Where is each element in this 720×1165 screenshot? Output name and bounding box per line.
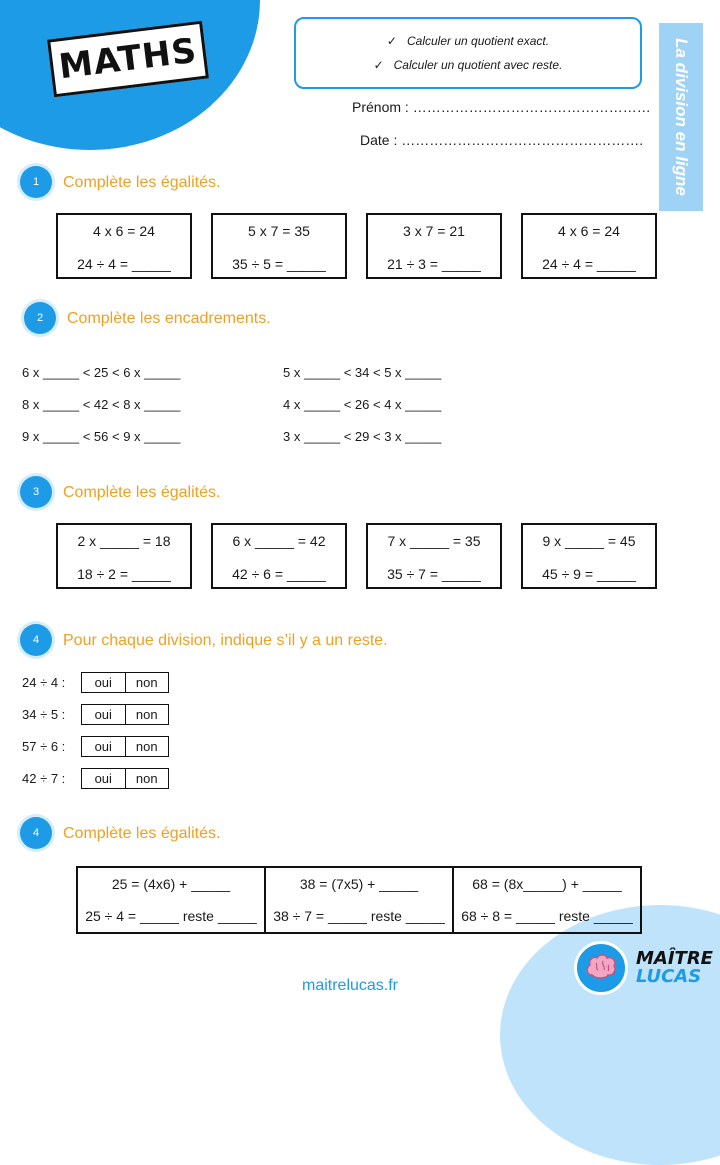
bracket-exercise: 9 x _____ < 56 < 9 x _____ (22, 429, 181, 444)
yes-option[interactable]: oui (94, 739, 112, 754)
logo-line-2: LUCAS (636, 966, 702, 987)
box-line: 4 x 6 = 24 (93, 223, 155, 239)
equality-box (366, 523, 502, 589)
no-option[interactable]: non (125, 705, 169, 724)
section-2-number: 2 (24, 302, 56, 334)
box-line: 5 x 7 = 35 (248, 223, 310, 239)
section-4-title: Pour chaque division, indique s’il y a un reste. (63, 632, 388, 649)
section-5-title: Complète les égalités. (63, 825, 221, 842)
box-line: 68 = (8x_____) + _____ (472, 876, 622, 892)
check-icon: ✓ (373, 58, 384, 72)
logo-line-1: MAÎTRE (636, 948, 713, 969)
box-line: 2 x _____ = 18 (77, 533, 171, 549)
division-label: 34 ÷ 5 : (22, 707, 66, 722)
box-answer-line: 25 ÷ 4 = _____ reste _____ (85, 908, 257, 924)
yes-option[interactable]: oui (94, 707, 112, 722)
bracket-exercise: 3 x _____ < 29 < 3 x _____ (283, 429, 442, 444)
box-answer-line: 24 ÷ 4 = _____ (77, 256, 171, 272)
check-icon: ✓ (386, 34, 397, 48)
date-field: Date : ……………………………………………. (360, 132, 644, 148)
bracket-exercise: 6 x _____ < 25 < 6 x _____ (22, 365, 181, 380)
yes-no-choice (81, 704, 169, 725)
equality-box (56, 523, 192, 589)
section-4-number: 4 (20, 624, 52, 656)
box-answer-line: 68 ÷ 8 = _____ reste _____ (461, 908, 633, 924)
objectives-box (294, 17, 642, 89)
box-line: 9 x _____ = 45 (542, 533, 636, 549)
box-answer-line: 45 ÷ 9 = _____ (542, 566, 636, 582)
equality-box (521, 523, 657, 589)
objective-text: Calculer un quotient exact. (406, 34, 550, 48)
box-line: 38 = (7x5) + _____ (299, 876, 419, 892)
no-option[interactable]: non (125, 769, 169, 788)
box-answer-line: 35 ÷ 5 = _____ (232, 256, 326, 272)
box-line: 7 x _____ = 35 (387, 533, 481, 549)
division-label: 42 ÷ 7 : (22, 771, 66, 786)
box-line: 3 x 7 = 21 (403, 223, 465, 239)
objective-item (374, 58, 563, 72)
remainder-box (452, 866, 642, 934)
equality-box (521, 213, 657, 279)
yes-option[interactable]: oui (94, 675, 112, 690)
box-answer-line: 38 ÷ 7 = _____ reste _____ (273, 908, 445, 924)
box-line: 25 = (4x6) + _____ (111, 876, 231, 892)
bracket-exercise: 5 x _____ < 34 < 5 x _____ (283, 365, 442, 380)
side-title-tab (659, 23, 703, 211)
no-option[interactable]: non (125, 673, 169, 692)
box-answer-line: 42 ÷ 6 = _____ (232, 566, 326, 582)
division-label: 57 ÷ 6 : (22, 739, 66, 754)
equality-box (56, 213, 192, 279)
box-answer-line: 35 ÷ 7 = _____ (387, 566, 481, 582)
equality-box (211, 523, 347, 589)
no-option[interactable]: non (125, 737, 169, 756)
section-3-number: 3 (20, 476, 52, 508)
bracket-exercise: 8 x _____ < 42 < 8 x _____ (22, 397, 181, 412)
box-answer-line: 24 ÷ 4 = _____ (542, 256, 636, 272)
section-3-title: Complète les égalités. (63, 484, 221, 501)
box-line: 6 x _____ = 42 (232, 533, 326, 549)
remainder-box (264, 866, 454, 934)
box-answer-line: 21 ÷ 3 = _____ (387, 256, 481, 272)
equality-box (366, 213, 502, 279)
section-5-number: 4 (20, 817, 52, 849)
yes-no-choice (81, 672, 169, 693)
yes-option[interactable]: oui (94, 771, 112, 786)
box-line: 4 x 6 = 24 (558, 223, 620, 239)
division-label: 24 ÷ 4 : (22, 675, 66, 690)
section-1-title: Complète les égalités. (63, 174, 221, 191)
section-2-title: Complète les encadrements. (67, 310, 271, 327)
side-title: La division en ligne (672, 38, 691, 196)
objective-text: Calculer un quotient avec reste. (393, 58, 563, 72)
equality-box (211, 213, 347, 279)
yes-no-choice (81, 768, 169, 789)
section-1-number: 1 (20, 166, 52, 198)
maths-badge: MATHS (47, 21, 209, 98)
box-answer-line: 18 ÷ 2 = _____ (77, 566, 171, 582)
yes-no-choice (81, 736, 169, 757)
bracket-exercise: 4 x _____ < 26 < 4 x _____ (283, 397, 442, 412)
website-link[interactable]: maitrelucas.fr (301, 977, 399, 994)
prenom-field: Prénom : …………………………………………… (352, 99, 651, 115)
remainder-box (76, 866, 266, 934)
objective-item (387, 34, 549, 48)
